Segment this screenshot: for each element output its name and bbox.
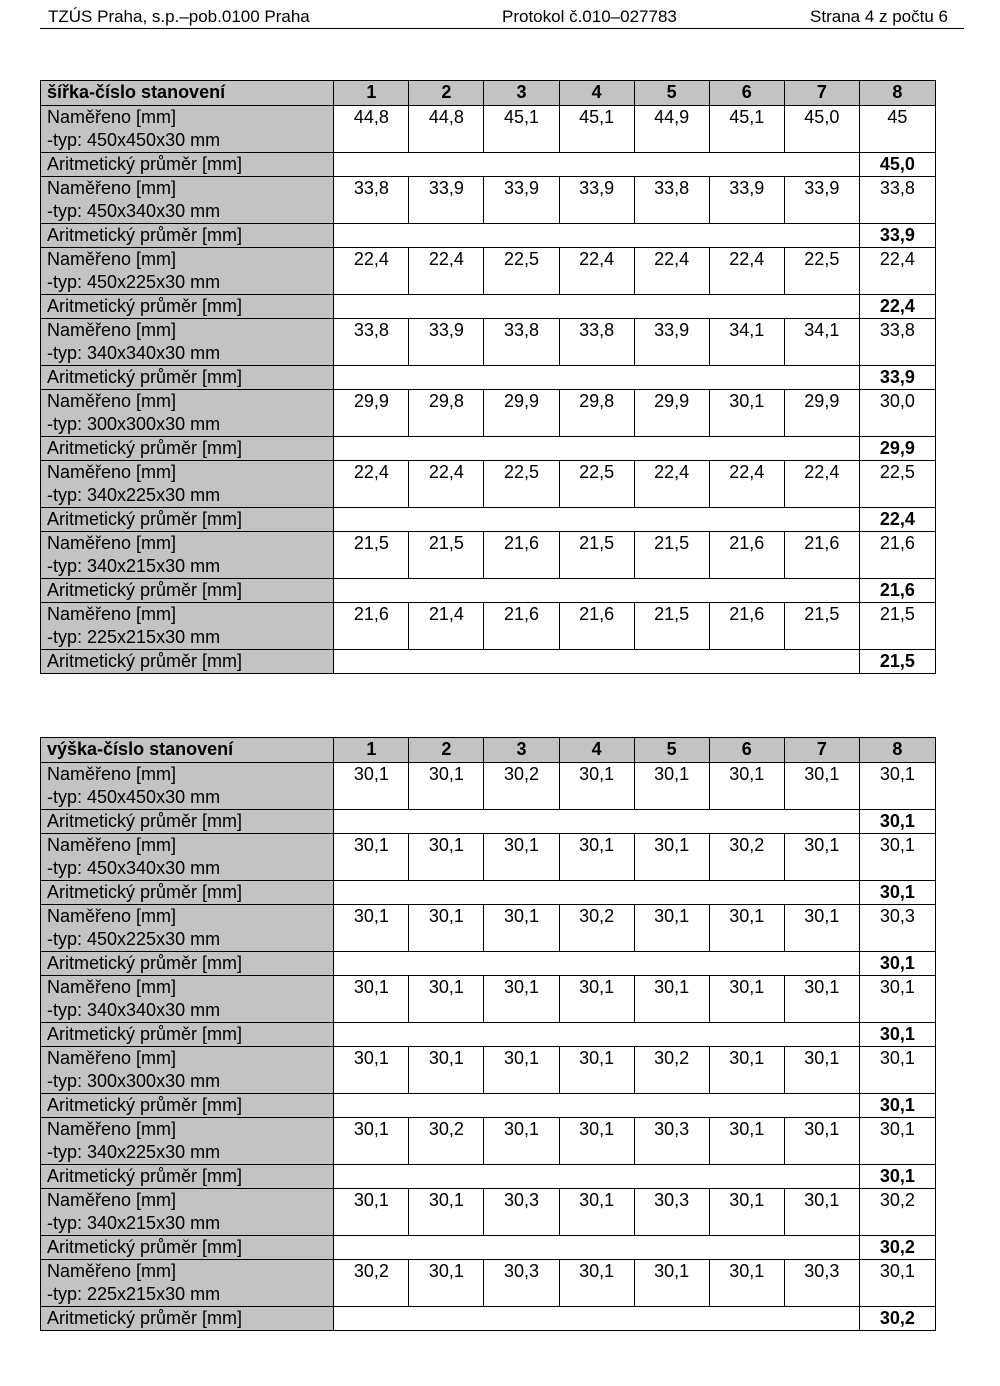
measured-value: 30,2 — [634, 1047, 709, 1094]
measured-value: 30,1 — [784, 763, 859, 810]
measured-value: 45,1 — [484, 106, 559, 153]
average-label: Aritmetický průměr [mm] — [41, 650, 334, 674]
measured-value: 30,1 — [709, 905, 784, 952]
measured-value: 30,2 — [409, 1118, 484, 1165]
measured-label: Naměřeno [mm] — [47, 249, 177, 269]
tile-type: -typ: 340x225x30 mm — [47, 1142, 221, 1162]
measured-value: 45,1 — [709, 106, 784, 153]
measured-value: 45,1 — [559, 106, 634, 153]
column-header: 2 — [409, 738, 484, 763]
measured-value: 29,9 — [484, 390, 559, 437]
average-blank — [334, 579, 860, 603]
average-value: 30,1 — [859, 1094, 935, 1118]
measured-value: 30,1 — [409, 976, 484, 1023]
measured-value: 30,1 — [484, 834, 559, 881]
measured-value: 30,1 — [784, 1189, 859, 1236]
measured-value: 33,9 — [484, 177, 559, 224]
measured-value: 22,4 — [409, 461, 484, 508]
average-label: Aritmetický průměr [mm] — [41, 881, 334, 905]
row-label — [41, 1189, 334, 1236]
measured-value: 29,9 — [784, 390, 859, 437]
measured-value: 30,1 — [409, 763, 484, 810]
measured-value: 30,1 — [859, 1260, 935, 1307]
average-label: Aritmetický průměr [mm] — [41, 437, 334, 461]
column-header: 7 — [784, 81, 859, 106]
average-label: Aritmetický průměr [mm] — [41, 1236, 334, 1260]
measured-value: 30,1 — [559, 1260, 634, 1307]
measurement-row — [41, 1047, 936, 1094]
table-header-row — [41, 738, 936, 763]
measured-value: 29,8 — [559, 390, 634, 437]
measured-value: 30,1 — [859, 976, 935, 1023]
tile-type: -typ: 450x225x30 mm — [47, 272, 221, 292]
average-value: 45,0 — [859, 153, 935, 177]
measurement-row — [41, 106, 936, 153]
measured-value: 30,1 — [334, 1047, 409, 1094]
column-header: 5 — [634, 738, 709, 763]
measured-value: 29,9 — [634, 390, 709, 437]
average-value: 30,1 — [859, 881, 935, 905]
average-label: Aritmetický průměr [mm] — [41, 295, 334, 319]
measurement-row — [41, 1189, 936, 1236]
measured-value: 30,1 — [784, 1047, 859, 1094]
measured-value: 33,8 — [484, 319, 559, 366]
average-blank — [334, 810, 860, 834]
average-value: 30,1 — [859, 1023, 935, 1047]
measured-value: 30,1 — [334, 1189, 409, 1236]
column-header: 8 — [859, 738, 935, 763]
measured-value: 21,6 — [484, 532, 559, 579]
measured-value: 30,1 — [709, 763, 784, 810]
measured-value: 30,1 — [559, 1189, 634, 1236]
measured-value: 30,1 — [634, 834, 709, 881]
average-label: Aritmetický průměr [mm] — [41, 153, 334, 177]
average-blank — [334, 153, 860, 177]
measured-label: Naměřeno [mm] — [47, 1119, 177, 1139]
width-measurement-table — [40, 80, 936, 674]
measured-value: 30,1 — [334, 834, 409, 881]
column-header: 3 — [484, 81, 559, 106]
measured-value: 44,8 — [334, 106, 409, 153]
average-value: 30,1 — [859, 1165, 935, 1189]
average-value: 29,9 — [859, 437, 935, 461]
average-blank — [334, 1165, 860, 1189]
measured-value: 30,1 — [634, 1260, 709, 1307]
average-blank — [334, 650, 860, 674]
measured-value: 30,1 — [409, 1189, 484, 1236]
measurement-row — [41, 1260, 936, 1307]
average-row — [41, 1307, 936, 1331]
tile-type: -typ: 225x215x30 mm — [47, 627, 221, 647]
tile-type: -typ: 450x450x30 mm — [47, 130, 221, 150]
average-blank — [334, 1023, 860, 1047]
measured-value: 33,9 — [709, 177, 784, 224]
measured-value: 30,1 — [784, 905, 859, 952]
average-label: Aritmetický průměr [mm] — [41, 579, 334, 603]
row-label — [41, 1047, 334, 1094]
measured-value: 22,4 — [859, 248, 935, 295]
measured-label: Naměřeno [mm] — [47, 835, 177, 855]
tile-type: -typ: 340x215x30 mm — [47, 1213, 221, 1233]
measured-value: 30,1 — [859, 763, 935, 810]
average-value: 33,9 — [859, 366, 935, 390]
row-label — [41, 106, 334, 153]
measured-value: 21,6 — [859, 532, 935, 579]
measured-value: 33,9 — [409, 319, 484, 366]
tile-type: -typ: 450x225x30 mm — [47, 929, 221, 949]
measurement-row — [41, 834, 936, 881]
table-title: výška-číslo stanovení — [41, 738, 334, 763]
tile-type: -typ: 225x215x30 mm — [47, 1284, 221, 1304]
average-value: 22,4 — [859, 295, 935, 319]
average-blank — [334, 366, 860, 390]
average-value: 22,4 — [859, 508, 935, 532]
average-label: Aritmetický průměr [mm] — [41, 224, 334, 248]
measured-value: 30,1 — [559, 1047, 634, 1094]
measurement-row — [41, 248, 936, 295]
measured-value: 30,1 — [634, 763, 709, 810]
measured-value: 30,1 — [859, 834, 935, 881]
column-header: 7 — [784, 738, 859, 763]
measured-label: Naměřeno [mm] — [47, 1261, 177, 1281]
row-label — [41, 177, 334, 224]
column-header: 6 — [709, 81, 784, 106]
measured-value: 29,8 — [409, 390, 484, 437]
measured-value: 33,9 — [409, 177, 484, 224]
measured-value: 30,1 — [709, 1118, 784, 1165]
measured-label: Naměřeno [mm] — [47, 977, 177, 997]
measured-value: 22,4 — [334, 248, 409, 295]
measured-value: 33,8 — [334, 177, 409, 224]
row-label — [41, 976, 334, 1023]
tile-type: -typ: 300x300x30 mm — [47, 1071, 221, 1091]
measured-value: 21,6 — [334, 603, 409, 650]
average-value: 33,9 — [859, 224, 935, 248]
height-measurement-table — [40, 737, 936, 1331]
average-row — [41, 1094, 936, 1118]
measured-value: 30,1 — [334, 976, 409, 1023]
average-row — [41, 810, 936, 834]
tile-type: -typ: 450x340x30 mm — [47, 201, 221, 221]
measurement-row — [41, 1118, 936, 1165]
tile-type: -typ: 340x225x30 mm — [47, 485, 221, 505]
measured-value: 30,1 — [409, 1260, 484, 1307]
average-row — [41, 1236, 936, 1260]
measured-value: 21,4 — [409, 603, 484, 650]
header-page-number: Strana 4 z počtu 6 — [810, 7, 948, 26]
average-blank — [334, 295, 860, 319]
average-row — [41, 508, 936, 532]
measured-value: 30,1 — [709, 1047, 784, 1094]
row-label — [41, 763, 334, 810]
column-header: 1 — [334, 81, 409, 106]
row-label — [41, 248, 334, 295]
row-label — [41, 834, 334, 881]
measured-value: 30,1 — [484, 1118, 559, 1165]
measured-value: 30,3 — [484, 1260, 559, 1307]
row-label — [41, 905, 334, 952]
row-label — [41, 319, 334, 366]
average-row — [41, 295, 936, 319]
measured-label: Naměřeno [mm] — [47, 320, 177, 340]
column-header: 2 — [409, 81, 484, 106]
row-label — [41, 603, 334, 650]
measured-label: Naměřeno [mm] — [47, 764, 177, 784]
measurement-row — [41, 532, 936, 579]
measured-label: Naměřeno [mm] — [47, 533, 177, 553]
measured-value: 33,8 — [559, 319, 634, 366]
average-value: 30,2 — [859, 1236, 935, 1260]
measured-value: 21,6 — [784, 532, 859, 579]
measured-value: 30,2 — [559, 905, 634, 952]
measured-value: 33,9 — [559, 177, 634, 224]
average-row — [41, 952, 936, 976]
tile-type: -typ: 340x215x30 mm — [47, 556, 221, 576]
measured-value: 30,2 — [709, 834, 784, 881]
measured-value: 30,1 — [409, 834, 484, 881]
measured-value: 30,1 — [334, 905, 409, 952]
measured-value: 22,5 — [859, 461, 935, 508]
average-row — [41, 366, 936, 390]
average-value: 30,1 — [859, 952, 935, 976]
measured-value: 30,1 — [559, 1118, 634, 1165]
measurement-row — [41, 319, 936, 366]
measured-value: 30,1 — [484, 976, 559, 1023]
tile-type: -typ: 450x340x30 mm — [47, 858, 221, 878]
measured-value: 21,6 — [559, 603, 634, 650]
column-header: 4 — [559, 738, 634, 763]
measured-value: 29,9 — [334, 390, 409, 437]
measured-value: 30,1 — [709, 390, 784, 437]
average-label: Aritmetický průměr [mm] — [41, 952, 334, 976]
measured-value: 21,5 — [559, 532, 634, 579]
measured-label: Naměřeno [mm] — [47, 462, 177, 482]
measured-value: 33,8 — [859, 319, 935, 366]
measured-value: 30,2 — [484, 763, 559, 810]
average-value: 21,5 — [859, 650, 935, 674]
average-blank — [334, 881, 860, 905]
measured-value: 22,4 — [409, 248, 484, 295]
measured-value: 22,5 — [484, 248, 559, 295]
average-row — [41, 1165, 936, 1189]
average-label: Aritmetický průměr [mm] — [41, 1165, 334, 1189]
column-header: 5 — [634, 81, 709, 106]
average-row — [41, 153, 936, 177]
measured-value: 44,9 — [634, 106, 709, 153]
measured-value: 22,4 — [634, 248, 709, 295]
measured-value: 30,1 — [334, 1118, 409, 1165]
average-label: Aritmetický průměr [mm] — [41, 366, 334, 390]
average-row — [41, 224, 936, 248]
average-value: 21,6 — [859, 579, 935, 603]
measured-value: 30,1 — [484, 905, 559, 952]
measured-value: 22,5 — [484, 461, 559, 508]
header-organization: TZÚS Praha, s.p.–pob.0100 Praha — [48, 7, 310, 26]
row-label — [41, 461, 334, 508]
measured-value: 30,1 — [634, 905, 709, 952]
measured-value: 30,1 — [559, 976, 634, 1023]
average-value: 30,1 — [859, 810, 935, 834]
measured-value: 30,2 — [859, 1189, 935, 1236]
header-protocol-number: Protokol č.010–027783 — [502, 7, 677, 26]
average-blank — [334, 1236, 860, 1260]
average-label: Aritmetický průměr [mm] — [41, 810, 334, 834]
average-row — [41, 437, 936, 461]
measured-label: Naměřeno [mm] — [47, 1048, 177, 1068]
average-blank — [334, 508, 860, 532]
average-blank — [334, 224, 860, 248]
measured-value: 30,2 — [334, 1260, 409, 1307]
measured-value: 30,1 — [559, 834, 634, 881]
measured-label: Naměřeno [mm] — [47, 906, 177, 926]
average-blank — [334, 952, 860, 976]
measured-value: 22,4 — [709, 248, 784, 295]
measured-value: 21,6 — [484, 603, 559, 650]
measured-value: 33,8 — [634, 177, 709, 224]
measured-value: 22,4 — [784, 461, 859, 508]
table-title: šířka-číslo stanovení — [41, 81, 334, 106]
column-header: 8 — [859, 81, 935, 106]
measured-value: 30,1 — [709, 1189, 784, 1236]
column-header: 6 — [709, 738, 784, 763]
average-label: Aritmetický průměr [mm] — [41, 1307, 334, 1331]
row-label — [41, 1118, 334, 1165]
measured-value: 30,1 — [709, 1260, 784, 1307]
measured-value: 30,1 — [784, 834, 859, 881]
measured-value: 30,1 — [709, 976, 784, 1023]
average-label: Aritmetický průměr [mm] — [41, 508, 334, 532]
measured-value: 34,1 — [784, 319, 859, 366]
measured-value: 22,4 — [334, 461, 409, 508]
measured-value: 22,5 — [784, 248, 859, 295]
measured-value: 33,8 — [334, 319, 409, 366]
measured-value: 30,3 — [634, 1118, 709, 1165]
column-header: 4 — [559, 81, 634, 106]
measured-value: 30,1 — [559, 763, 634, 810]
measured-value: 30,3 — [784, 1260, 859, 1307]
average-label: Aritmetický průměr [mm] — [41, 1023, 334, 1047]
measured-value: 21,5 — [634, 603, 709, 650]
measured-value: 30,1 — [859, 1047, 935, 1094]
column-header: 1 — [334, 738, 409, 763]
measured-value: 44,8 — [409, 106, 484, 153]
measured-value: 30,3 — [634, 1189, 709, 1236]
measured-value: 33,9 — [634, 319, 709, 366]
average-row — [41, 650, 936, 674]
measured-value: 21,6 — [709, 603, 784, 650]
average-blank — [334, 1094, 860, 1118]
measured-value: 22,5 — [559, 461, 634, 508]
page-header — [40, 6, 964, 29]
average-row — [41, 881, 936, 905]
measured-label: Naměřeno [mm] — [47, 107, 177, 127]
measured-value: 21,6 — [709, 532, 784, 579]
measured-value: 21,5 — [409, 532, 484, 579]
average-row — [41, 1023, 936, 1047]
measurement-row — [41, 390, 936, 437]
measured-label: Naměřeno [mm] — [47, 1190, 177, 1210]
average-label: Aritmetický průměr [mm] — [41, 1094, 334, 1118]
tile-type: -typ: 340x340x30 mm — [47, 343, 221, 363]
measured-value: 45,0 — [784, 106, 859, 153]
measured-value: 33,9 — [784, 177, 859, 224]
measured-label: Naměřeno [mm] — [47, 604, 177, 624]
measured-value: 30,1 — [859, 1118, 935, 1165]
measured-value: 33,8 — [859, 177, 935, 224]
measured-value: 30,1 — [784, 1118, 859, 1165]
average-value: 30,2 — [859, 1307, 935, 1331]
table-header-row — [41, 81, 936, 106]
measured-value: 21,5 — [334, 532, 409, 579]
row-label — [41, 1260, 334, 1307]
measured-value: 30,0 — [859, 390, 935, 437]
measured-value: 45 — [859, 106, 935, 153]
tile-type: -typ: 340x340x30 mm — [47, 1000, 221, 1020]
measurement-row — [41, 177, 936, 224]
row-label — [41, 390, 334, 437]
measured-label: Naměřeno [mm] — [47, 178, 177, 198]
measured-value: 30,1 — [784, 976, 859, 1023]
measured-value: 30,1 — [334, 763, 409, 810]
measured-value: 30,1 — [634, 976, 709, 1023]
average-blank — [334, 437, 860, 461]
measured-value: 34,1 — [709, 319, 784, 366]
measured-value: 30,1 — [484, 1047, 559, 1094]
column-header: 3 — [484, 738, 559, 763]
measured-value: 30,1 — [409, 905, 484, 952]
measured-value: 22,4 — [634, 461, 709, 508]
tile-type: -typ: 300x300x30 mm — [47, 414, 221, 434]
average-row — [41, 579, 936, 603]
measured-value: 30,1 — [409, 1047, 484, 1094]
average-blank — [334, 1307, 860, 1331]
measurement-row — [41, 461, 936, 508]
measured-value: 21,5 — [859, 603, 935, 650]
measurement-row — [41, 905, 936, 952]
measured-label: Naměřeno [mm] — [47, 391, 177, 411]
measurement-row — [41, 976, 936, 1023]
tile-type: -typ: 450x450x30 mm — [47, 787, 221, 807]
measurement-row — [41, 603, 936, 650]
measured-value: 22,4 — [709, 461, 784, 508]
measured-value: 22,4 — [559, 248, 634, 295]
measured-value: 30,3 — [859, 905, 935, 952]
measured-value: 21,5 — [784, 603, 859, 650]
measured-value: 30,3 — [484, 1189, 559, 1236]
row-label — [41, 532, 334, 579]
measurement-row — [41, 763, 936, 810]
measured-value: 21,5 — [634, 532, 709, 579]
